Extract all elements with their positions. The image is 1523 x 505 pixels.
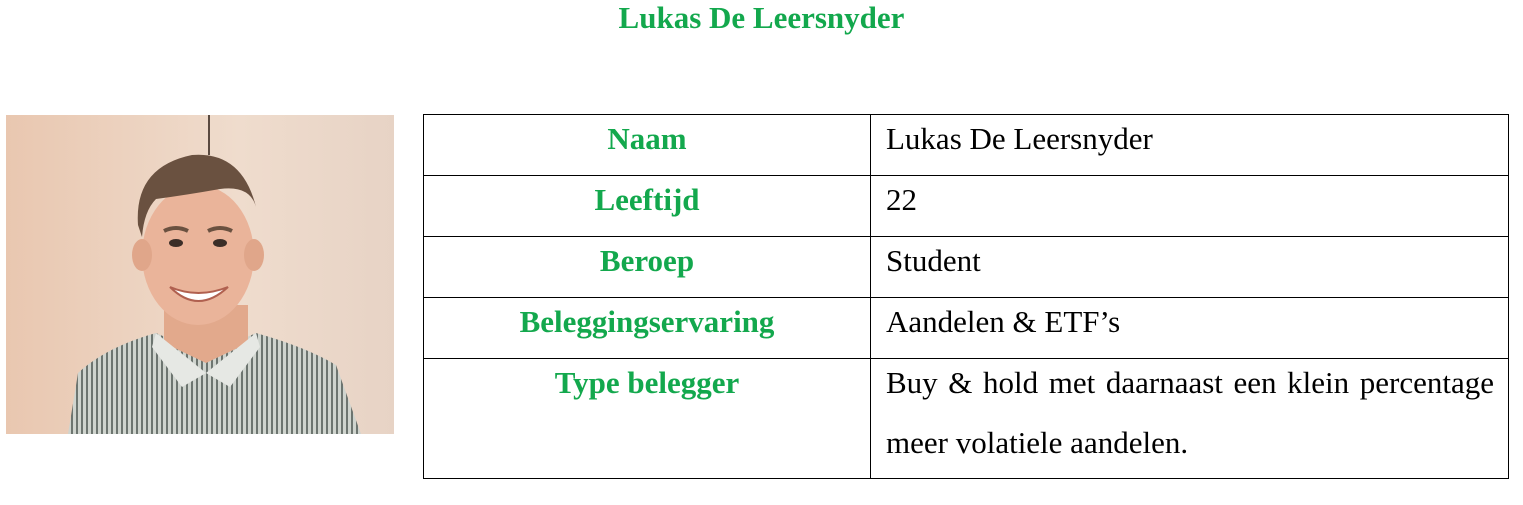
- row-label-leeftijd: Leeftijd: [424, 176, 871, 237]
- row-value-type-belegger: [871, 359, 1509, 479]
- row-label-beleggingservaring: Beleggingservaring: [424, 298, 871, 359]
- type-belegger-text: Buy & hold met daarnaast een klein percentage meer volatiele aandelen.: [886, 365, 1494, 460]
- table-row: [424, 176, 1509, 237]
- page-title: Lukas De Leersnyder: [618, 0, 905, 35]
- table-row: [424, 359, 1509, 479]
- portrait-photo: [6, 115, 394, 434]
- row-label-type-belegger: Type belegger: [424, 359, 871, 479]
- table-row: [424, 298, 1509, 359]
- table-row: [424, 237, 1509, 298]
- row-value-leeftijd: 22: [871, 176, 1509, 237]
- row-value-beroep: Student: [871, 237, 1509, 298]
- row-value-beleggingservaring: Aandelen & ETF’s: [871, 298, 1509, 359]
- info-table: [423, 114, 1509, 479]
- row-label-naam: Naam: [424, 115, 871, 176]
- row-label-beroep: Beroep: [424, 237, 871, 298]
- table-row: [424, 115, 1509, 176]
- row-value-naam: Lukas De Leersnyder: [871, 115, 1509, 176]
